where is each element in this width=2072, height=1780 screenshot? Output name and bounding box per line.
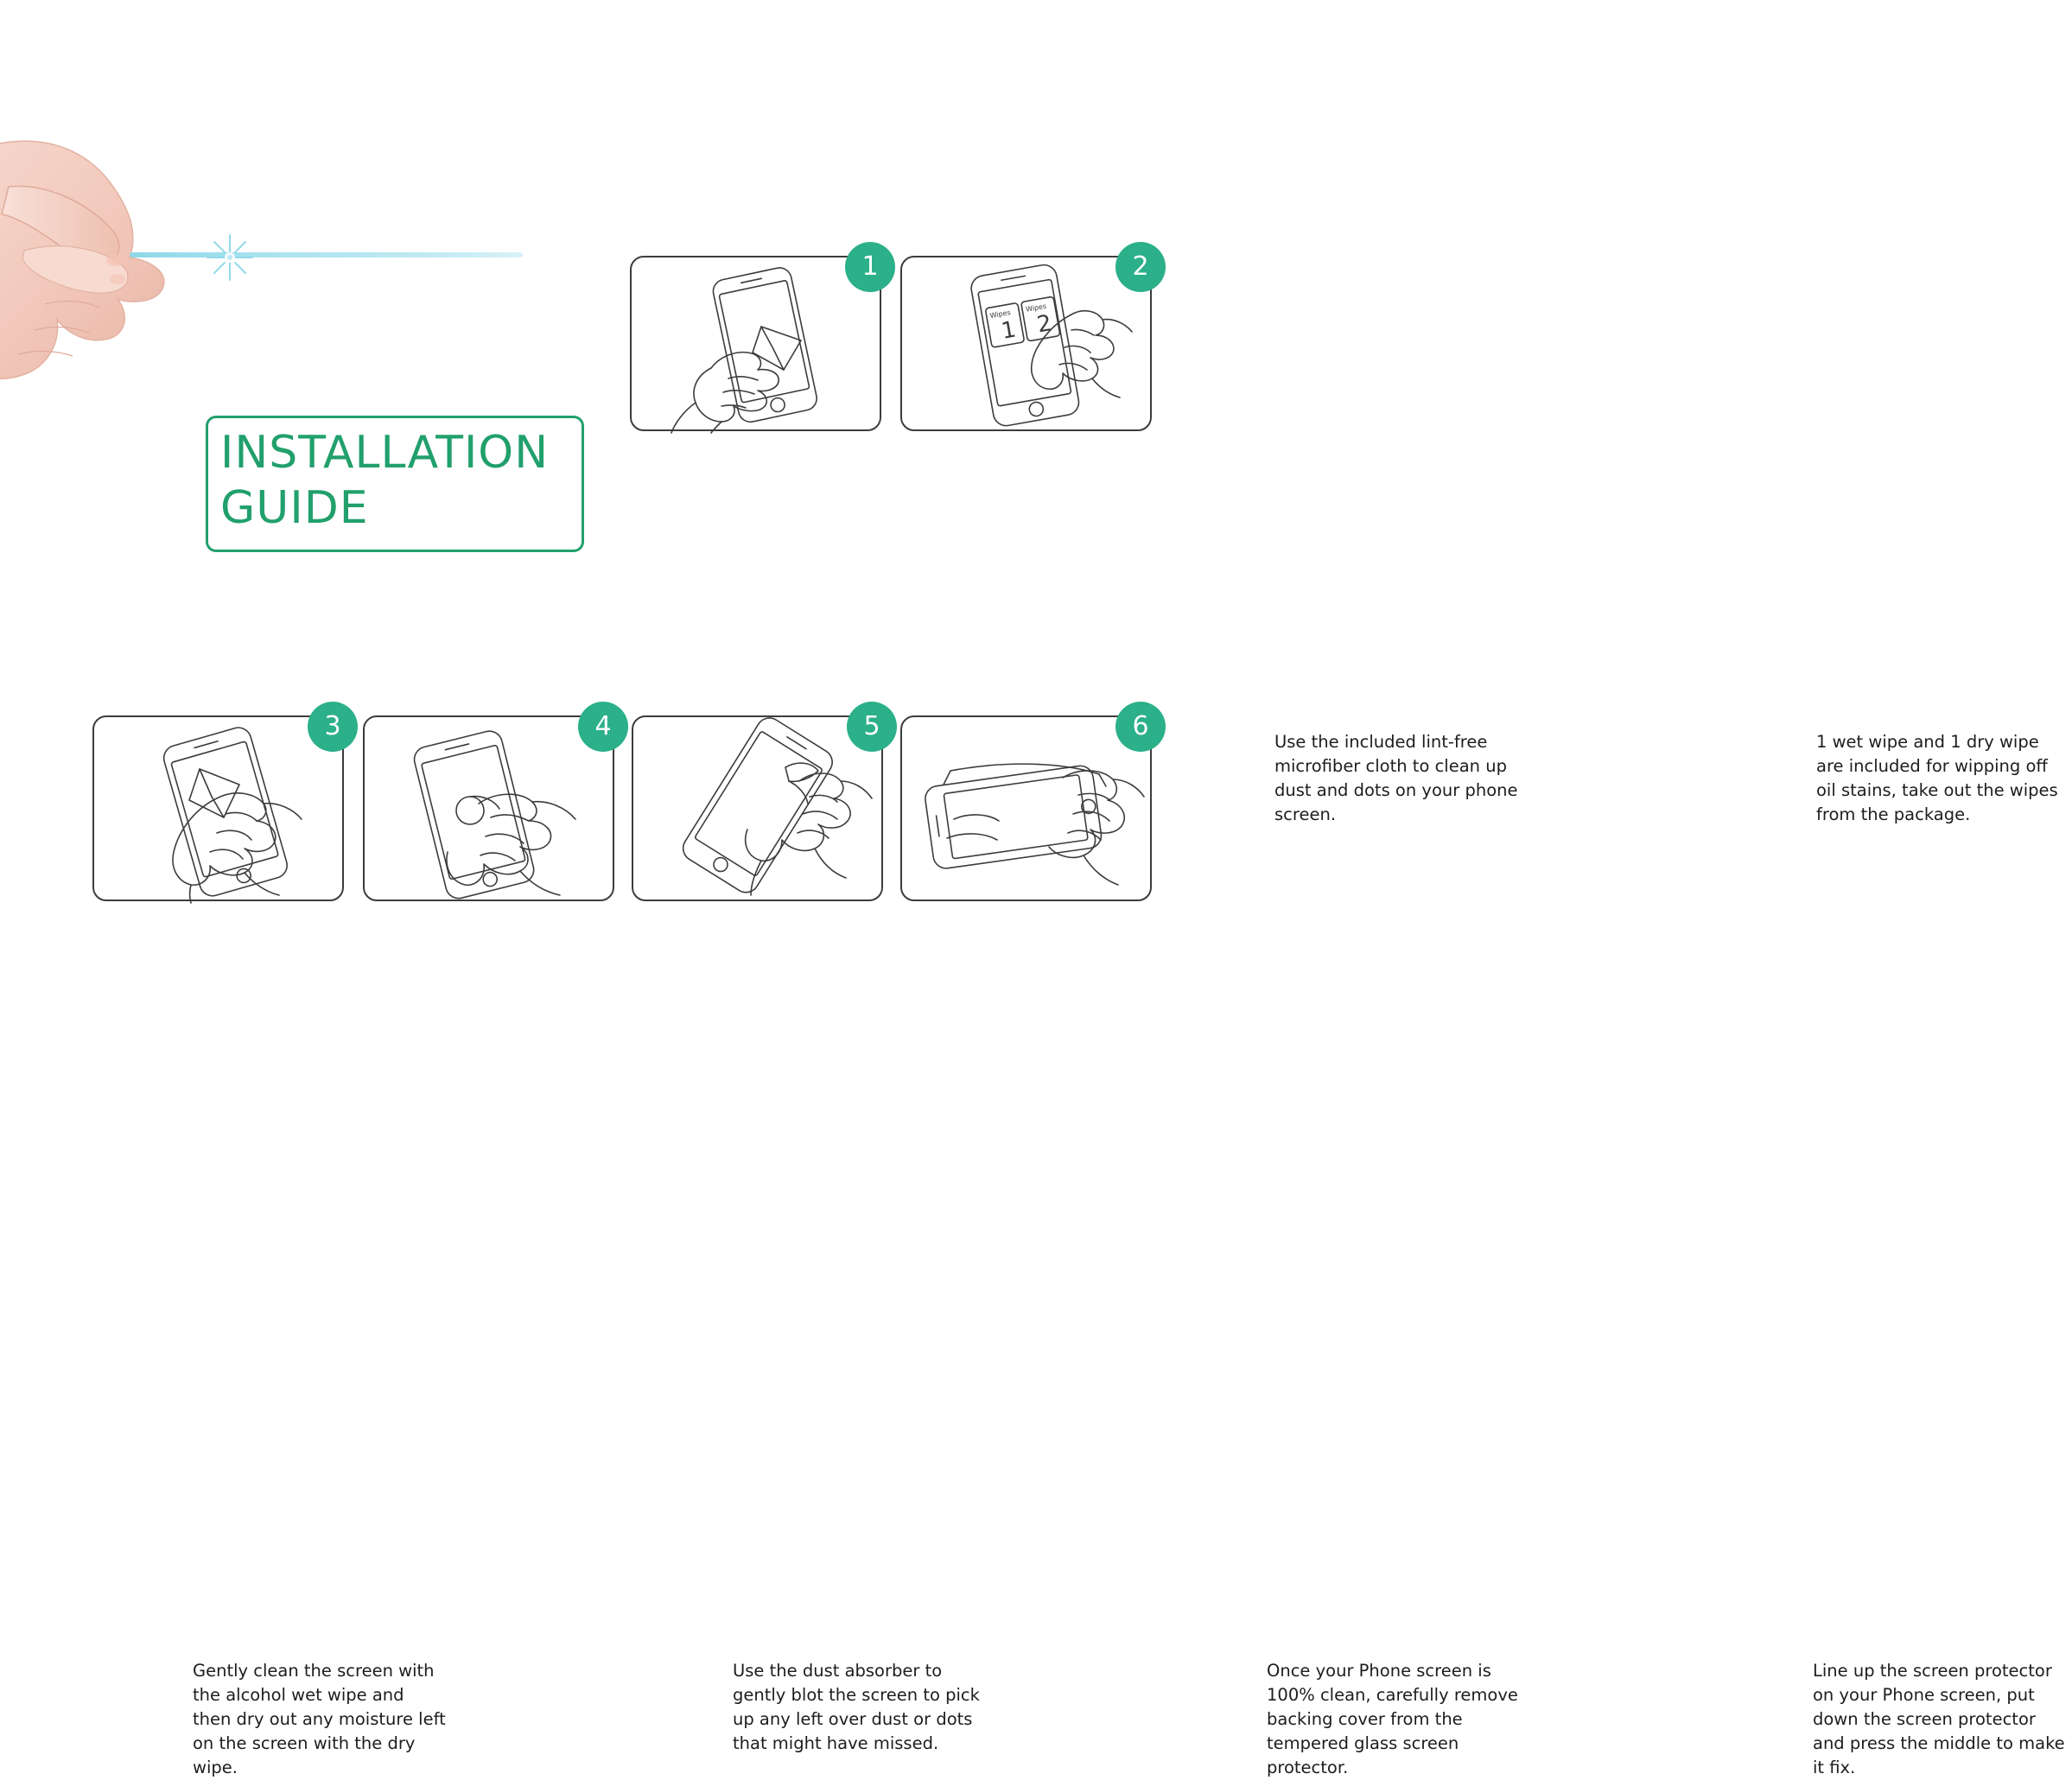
glass-edge-highlight <box>130 252 523 257</box>
step-1-art <box>632 257 880 429</box>
sparkle-icon <box>204 232 256 283</box>
step-6-art <box>902 717 1150 900</box>
svg-text:2: 2 <box>1034 310 1054 339</box>
step-2-caption: 1 wet wipe and 1 dry wipe are included for wipping off oil stains, take out the wipes from the package. <box>1816 732 2058 824</box>
step-1-illustration-frame <box>630 251 881 431</box>
step-card-3 <box>92 711 446 1777</box>
step-2-number: 2 <box>1115 242 1166 292</box>
step-6-number: 6 <box>1115 702 1166 752</box>
step-4-number: 4 <box>578 702 628 752</box>
step-2-illustration-frame <box>900 251 1152 431</box>
step-1-number: 1 <box>845 242 895 292</box>
step-5-caption: Once your Phone screen is 100% clean, carefully remove backing cover from the tempered glass screen protector. <box>1267 1661 1518 1777</box>
svg-text:Wipes: Wipes <box>1025 302 1047 314</box>
step-3-caption: Gently clean the screen with the alcohol wet wipe and then dry out any moisture left on the screen with the dry wipe. <box>193 1661 446 1777</box>
page-title-line1: INSTALLATION <box>220 427 550 479</box>
step-3-art <box>94 717 342 900</box>
step-4-caption: Use the dust absorber to gently blot the screen to pick up any left over dust or dots that might have missed. <box>733 1661 980 1753</box>
step-4-art <box>365 717 613 900</box>
step-4-illustration-frame <box>363 711 614 901</box>
step-card-4 <box>363 711 980 1753</box>
step-5-art <box>633 717 881 900</box>
step-6-illustration-frame <box>900 711 1152 901</box>
step-6-caption: Line up the screen protector on your Phone screen, put down the screen protector and press the middle to make it fix. <box>1813 1661 2065 1777</box>
step-2-art <box>902 257 1150 429</box>
step-5-illustration-frame <box>632 711 883 901</box>
step-3-illustration-frame <box>92 711 344 901</box>
svg-text:1: 1 <box>999 316 1019 345</box>
step-3-number: 3 <box>308 702 358 752</box>
page-title-line2: GUIDE <box>220 482 369 534</box>
step-1-caption: Use the included lint-free microfiber cloth to clean up dust and dots on your phone screen. <box>1274 732 1518 824</box>
step-5-number: 5 <box>847 702 897 752</box>
svg-text:Wipes: Wipes <box>989 308 1012 321</box>
page-title <box>220 425 583 536</box>
